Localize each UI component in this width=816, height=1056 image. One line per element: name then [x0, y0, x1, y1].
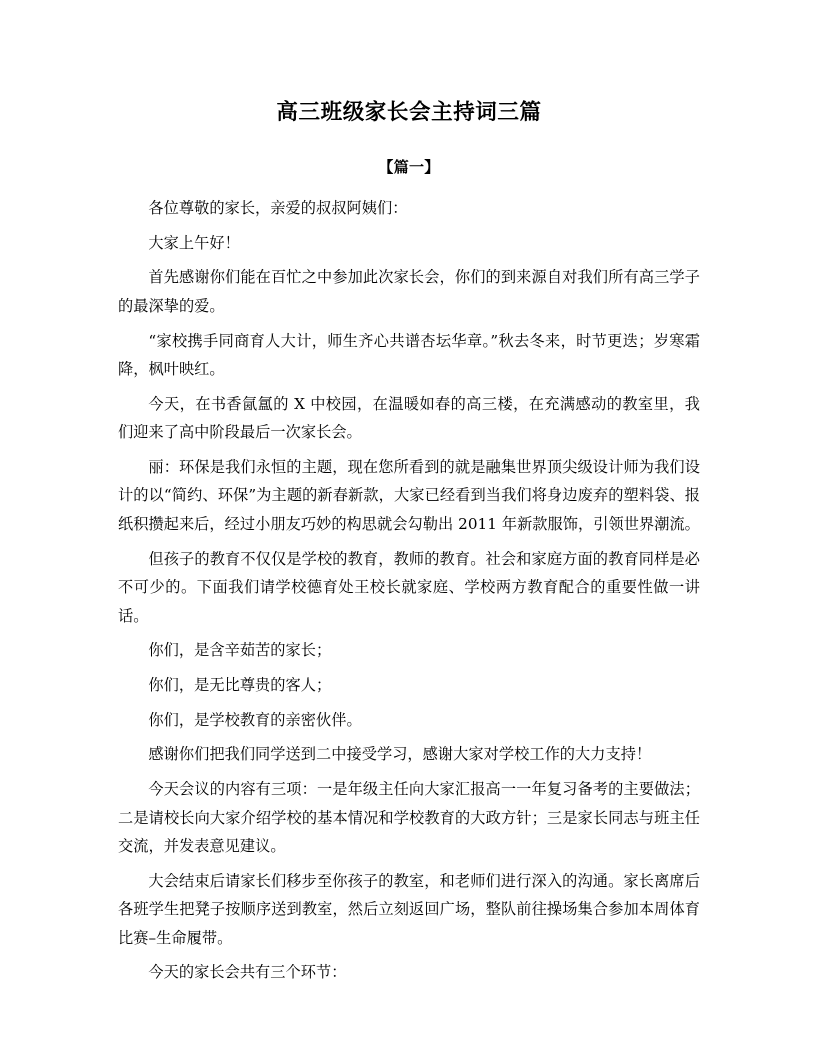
paragraph: 今天的家长会共有三个环节：: [148, 963, 347, 982]
paragraph: 大家上午好！: [148, 233, 240, 252]
paragraph: 感谢你们把我们同学送到二中接受学习，感谢大家对学校工作的大力支持！: [148, 745, 652, 764]
paragraph: 你们，是学校教育的亲密伙伴。: [148, 710, 362, 729]
paragraph: 各位尊敬的家长，亲爱的叔叔阿姨们：: [148, 199, 408, 217]
paragraph: 大会结束后请家长们移步至你孩子的教室，和老师们进行深入的沟通。家长离席后各班学生把凳子按顺序送到教室，然后立刻返回广场，整队前往操场集合参加本周体育比赛–生命履带。: [118, 871, 700, 947]
paragraph: 但孩子的教育不仅仅是学校的教育，教师的教育。社会和家庭方面的教育同样是必不可少的。下面我们请学校德育处王校长就家庭、学校两方教育配合的重要性做一讲话。: [118, 549, 700, 625]
paragraph: “家校携手同商育人大计，师生齐心共谱杏坛华章。”秋去冬来，时节更迭；岁寒霜降，枫叶映红。: [118, 331, 700, 379]
paragraph: 你们，是含辛茹苦的家长；: [148, 641, 332, 660]
paragraph: 丽：环保是我们永恒的主题，现在您所看到的就是融集世界顶尖级设计师为我们设计的以“简约、环保”为主题的新春新款，大家已经看到当我们将身边废弃的塑料袋、报纸积攒起来后，经过小朋友巧妙的构思就会勾勒出 2011 年新款服饰，引领世界潮流。: [118, 457, 700, 533]
paragraph: 首先感谢你们能在百忙之中参加此次家长会，你们的到来源自对我们所有高三学子的最深挚的爱。: [118, 268, 700, 315]
paragraph: 今天，在书香氤氲的 X 中校园，在温暖如春的高三楼，在充满感动的教室里，我们迎来了高中阶段最后一次家长会。: [118, 394, 700, 442]
document-content: [118, 0, 700, 987]
paragraph: 你们，是无比尊贵的客人；: [148, 676, 332, 694]
page-title: 高三班级家长会主持词三篇: [276, 100, 542, 125]
section-label: 【篇一】: [378, 158, 440, 176]
paragraph: 今天会议的内容有三项：一是年级主任向大家汇报高一一年复习备考的主要做法；二是请校长向大家介绍学校的基本情况和学校教育的大政方针；三是家长同志与班主任交流，并发表意见建议。: [118, 780, 700, 856]
document-body: [118, 179, 700, 987]
